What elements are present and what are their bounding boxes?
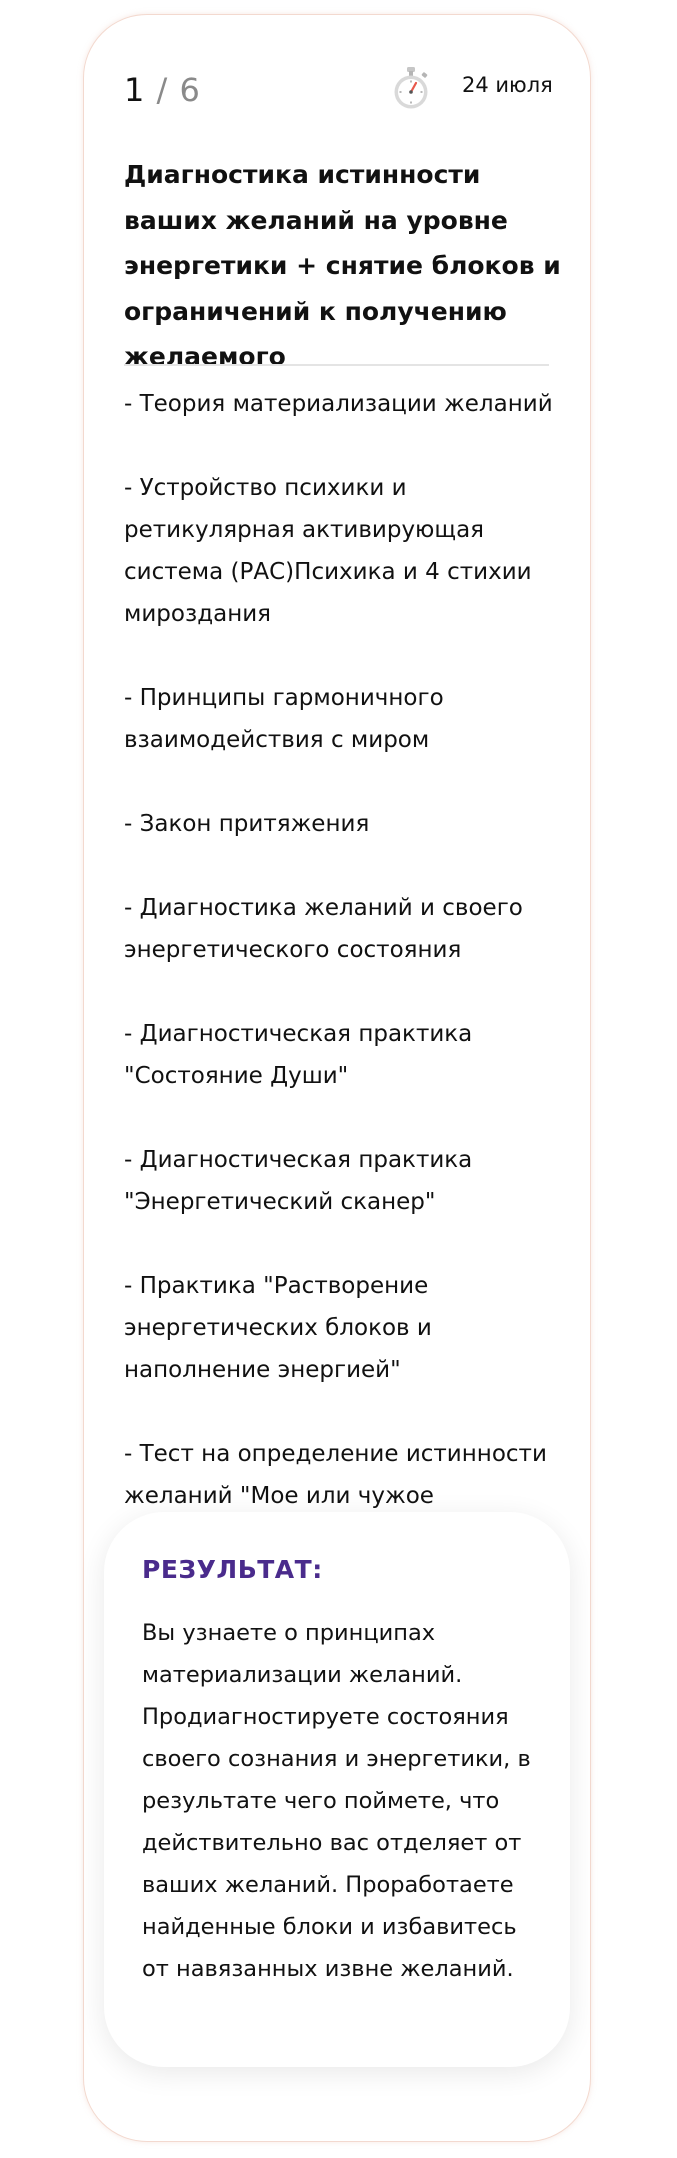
result-heading: РЕЗУЛЬТАТ: [142,1555,323,1584]
topic-item: - Закон притяжения [124,811,370,837]
lesson-current-number: 1 [124,71,146,109]
topic-item: - Принципы гармоничного взаимодействия с миром [124,685,444,753]
topic-item: - Теория материализации желаний [124,391,553,417]
lesson-counter [124,70,201,110]
lesson-total-number: 6 [179,71,201,109]
topic-item: - Диагностическая практика "Состояние Души" [124,1021,473,1089]
lesson-date: 24 июля [462,73,553,97]
topic-item: - Диагностическая практика "Энергетический сканер" [124,1147,473,1215]
topic-item: - Устройство психики и ретикулярная активирующая система (РАС)Психика и 4 стихии мироздания [124,475,532,627]
result-text: Вы узнаете о принципах материализации желаний. Продиагностируете состояния своего сознания и энергетики, в результате чего поймете, что действительно вас отделяет от ваших желаний. Проработаете найденные блоки и избавитесь от навязанных извне желаний. [142,1620,531,1982]
title-divider [124,364,549,366]
topic-item: - Диагностика желаний и своего энергетического состояния [124,895,523,963]
stopwatch-icon [390,66,432,110]
result-block [104,1512,570,2067]
lesson-counter-separator: / [156,71,169,109]
lesson-title: Диагностика истинности ваших желаний на уровне энергетики + снятие блоков и ограничений к получению желаемого [124,160,561,371]
text-fade-overlay [534,1200,558,1320]
topic-item: - Практика "Растворение энергетических блоков и наполнение энергией" [124,1273,432,1383]
topic-item: - Тест на определение истинности желаний "Мое или чужое [124,1441,547,1509]
topics-list [124,383,556,1559]
